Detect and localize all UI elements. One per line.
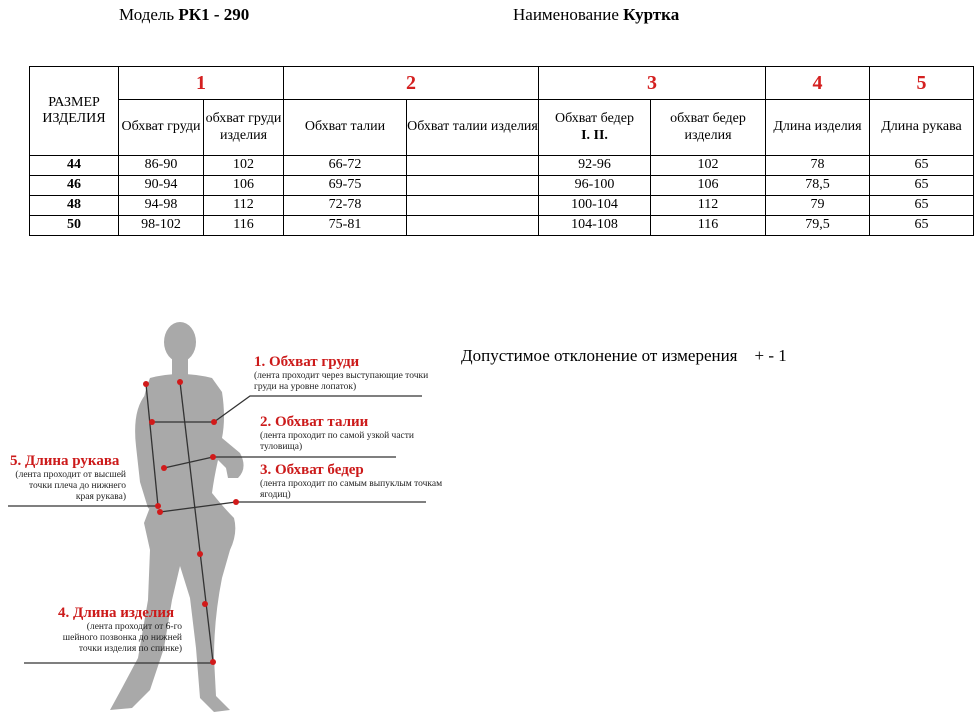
label-sleeve — [10, 453, 126, 503]
col-hips-label: Обхват бедер — [555, 111, 634, 127]
table-cell: 65 — [870, 176, 974, 196]
table-cell: 116 — [651, 216, 766, 236]
label-length-desc: (лента проходит от 6-го шейного позвонка до нижней точки изделия по спинке) — [62, 622, 182, 654]
model-value: РК1 - 290 — [178, 5, 250, 24]
name-value: Куртка — [623, 5, 680, 24]
label-chest — [254, 354, 434, 393]
col-hips-garment: обхват бедер изделия — [651, 100, 766, 156]
measurement-figure — [0, 318, 460, 718]
group-3: 3 — [539, 67, 766, 100]
table-cell: 78,5 — [766, 176, 870, 196]
group-5: 5 — [870, 67, 974, 100]
table-cell: 86-90 — [119, 156, 204, 176]
group-2: 2 — [284, 67, 539, 100]
table-cell: 112 — [651, 196, 766, 216]
col-waist-garment: Обхват талии изделия — [407, 100, 539, 156]
table-cell: 96-100 — [539, 176, 651, 196]
label-hips-title: 3. Обхват бедер — [260, 462, 364, 478]
product-name-header — [513, 5, 679, 25]
col-chest-garment: обхват груди изделия — [204, 100, 284, 156]
table-row — [30, 196, 974, 216]
label-waist — [260, 414, 420, 453]
label-chest-desc: (лента проходит через выступающие точки груди на уровне лопаток) — [254, 371, 429, 392]
label-waist-desc: (лента проходит по самой узкой части туловища) — [260, 431, 414, 452]
label-hips — [260, 462, 450, 501]
table-cell: 112 — [204, 196, 284, 216]
table-cell: 69-75 — [284, 176, 407, 196]
table-cell: 102 — [651, 156, 766, 176]
label-sleeve-desc: (лента проходит от высшей точки плеча до нижнего края рукава) — [15, 470, 126, 502]
table-cell — [407, 176, 539, 196]
model-header — [119, 5, 249, 25]
table-cell: 104-108 — [539, 216, 651, 236]
table-cell: 98-102 — [119, 216, 204, 236]
col-waist: Обхват талии — [284, 100, 407, 156]
label-sleeve-title: 5. Длина рукава — [10, 453, 120, 469]
table-cell: 66-72 — [284, 156, 407, 176]
size-cell: 48 — [30, 196, 119, 216]
col-hips — [539, 100, 651, 156]
size-table — [29, 66, 974, 236]
label-length — [58, 605, 182, 655]
label-waist-title: 2. Обхват талии — [260, 414, 369, 430]
label-hips-desc: (лента проходит по самым выпуклым точкам ягодиц) — [260, 479, 443, 500]
tolerance-note: Допустимое отклонение от измерения + - 1 — [461, 346, 787, 365]
col-length: Длина изделия — [766, 100, 870, 156]
table-cell — [407, 196, 539, 216]
label-chest-title: 1. Обхват груди — [254, 354, 360, 370]
table-cell — [407, 216, 539, 236]
table-cell: 65 — [870, 196, 974, 216]
table-cell: 78 — [766, 156, 870, 176]
group-1: 1 — [119, 67, 284, 100]
table-row — [30, 176, 974, 196]
table-cell: 94-98 — [119, 196, 204, 216]
table-cell — [407, 156, 539, 176]
col-sleeve: Длина рукава — [870, 100, 974, 156]
table-cell: 65 — [870, 156, 974, 176]
size-cell: 44 — [30, 156, 119, 176]
table-cell: 102 — [204, 156, 284, 176]
size-cell: 46 — [30, 176, 119, 196]
table-cell: 72-78 — [284, 196, 407, 216]
table-row — [30, 216, 974, 236]
size-header: РАЗМЕР ИЗДЕЛИЯ — [30, 67, 119, 156]
label-length-title: 4. Длина изделия — [58, 605, 175, 621]
table-cell: 79,5 — [766, 216, 870, 236]
table-cell: 75-81 — [284, 216, 407, 236]
size-rows — [30, 156, 974, 236]
name-label: Наименование — [513, 5, 619, 24]
table-cell: 65 — [870, 216, 974, 236]
table-cell: 106 — [204, 176, 284, 196]
group-4: 4 — [766, 67, 870, 100]
table-cell: 92-96 — [539, 156, 651, 176]
table-cell: 90-94 — [119, 176, 204, 196]
table-cell: 100-104 — [539, 196, 651, 216]
table-row — [30, 156, 974, 176]
table-cell: 79 — [766, 196, 870, 216]
table-cell: 106 — [651, 176, 766, 196]
size-cell: 50 — [30, 216, 119, 236]
table-cell: 116 — [204, 216, 284, 236]
model-label: Модель — [119, 5, 175, 24]
col-hips-extra: I. II. — [581, 127, 608, 143]
col-chest: Обхват груди — [119, 100, 204, 156]
